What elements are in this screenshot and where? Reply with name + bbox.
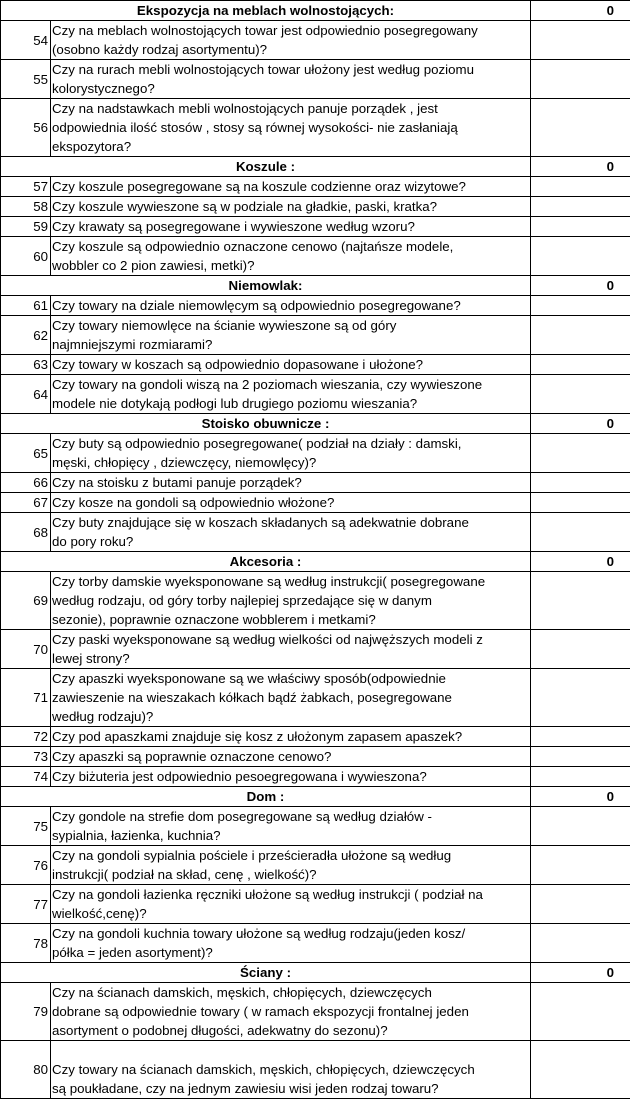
section-title: Koszule : xyxy=(1,157,531,177)
question-text-line: Czy towary w koszach są odpowiednio dopasowane i ułożone? xyxy=(52,355,528,374)
question-number: 57 xyxy=(1,177,51,197)
section-title: Stoisko obuwnicze : xyxy=(1,414,531,434)
question-text-line: są poukładane, czy na jednym zawiesiu wisi jeden rodzaj towaru? xyxy=(52,1079,528,1098)
question-row xyxy=(1,21,630,60)
section-header-row xyxy=(1,1,630,21)
answer-cell[interactable] xyxy=(531,572,630,630)
section-score: 0 xyxy=(531,1,630,21)
question-text-line: do pory roku? xyxy=(52,532,528,551)
question-text xyxy=(51,885,531,924)
question-text xyxy=(51,217,531,237)
section-header-row xyxy=(1,963,630,983)
question-number: 76 xyxy=(1,846,51,885)
answer-cell[interactable] xyxy=(531,177,630,197)
section-header-row xyxy=(1,157,630,177)
question-row xyxy=(1,217,630,237)
answer-cell[interactable] xyxy=(531,983,630,1041)
question-text-line: Czy buty znajdujące się w koszach składanych są adekwatnie dobrane xyxy=(52,513,528,532)
question-row xyxy=(1,197,630,217)
answer-cell[interactable] xyxy=(531,296,630,316)
question-number: 59 xyxy=(1,217,51,237)
question-text-line: Czy towary niemowlęce na ścianie wywieszone są od góry xyxy=(52,316,528,335)
question-text-line: Czy koszule wywieszone są w podziale na gładkie, paski, kratka? xyxy=(52,197,528,216)
question-number: 70 xyxy=(1,630,51,669)
question-text xyxy=(51,572,531,630)
question-text xyxy=(51,60,531,99)
answer-cell[interactable] xyxy=(531,747,630,767)
question-row xyxy=(1,355,630,375)
question-text-line: ekspozytora? xyxy=(52,137,528,156)
question-text-line: Czy towary na gondoli wiszą na 2 poziomach wieszania, czy wywieszone xyxy=(52,375,528,394)
answer-cell[interactable] xyxy=(531,767,630,787)
question-text xyxy=(51,1041,531,1099)
answer-cell[interactable] xyxy=(531,99,630,157)
question-number: 60 xyxy=(1,237,51,276)
question-text xyxy=(51,493,531,513)
question-text-line: półka = jeden asortyment)? xyxy=(52,943,528,962)
answer-cell[interactable] xyxy=(531,375,630,414)
question-text-line: sypialnia, łazienka, kuchnia? xyxy=(52,826,528,845)
section-title: Ściany : xyxy=(1,963,531,983)
question-row xyxy=(1,99,630,157)
question-number: 77 xyxy=(1,885,51,924)
section-header-row xyxy=(1,414,630,434)
question-text-line: wobbler co 2 pion zawiesi, metki)? xyxy=(52,256,528,275)
question-row xyxy=(1,807,630,846)
question-text-line: Czy na meblach wolnostojących towar jest odpowiednio posegregowany xyxy=(52,21,528,40)
answer-cell[interactable] xyxy=(531,21,630,60)
answer-cell[interactable] xyxy=(531,316,630,355)
question-number: 74 xyxy=(1,767,51,787)
question-text-line: zawieszenie na wieszakach kółkach bądź żabkach, posegregowane xyxy=(52,688,528,707)
answer-cell[interactable] xyxy=(531,669,630,727)
question-number: 68 xyxy=(1,513,51,552)
question-text xyxy=(51,630,531,669)
question-text xyxy=(51,473,531,493)
question-text-line: Czy na rurach mebli wolnostojących towar ułożony jest według poziomu xyxy=(52,60,528,79)
question-row xyxy=(1,846,630,885)
question-row xyxy=(1,493,630,513)
question-row xyxy=(1,375,630,414)
question-text xyxy=(51,197,531,217)
question-text-line: Czy gondole na strefie dom posegregowane są według działów - xyxy=(52,807,528,826)
question-row xyxy=(1,572,630,630)
question-text-line: wielkość,cenę)? xyxy=(52,904,528,923)
question-text xyxy=(51,669,531,727)
question-text xyxy=(51,375,531,414)
question-text-line: odpowiednia ilość stosów , stosy są równej wysokości- nie zasłaniają xyxy=(52,118,528,137)
question-text-line: (osobno każdy rodzaj asortymentu)? xyxy=(52,40,528,59)
question-number: 54 xyxy=(1,21,51,60)
question-text-line: według rodzaju)? xyxy=(52,707,528,726)
question-number: 55 xyxy=(1,60,51,99)
question-text xyxy=(51,767,531,787)
checklist-body xyxy=(1,1,630,1099)
section-score: 0 xyxy=(531,414,630,434)
question-text xyxy=(51,296,531,316)
question-text-line: Czy apaszki są poprawnie oznaczone cenowo? xyxy=(52,747,528,766)
question-text-line: Czy kosze na gondoli są odpowiednio włożone? xyxy=(52,493,528,512)
question-row xyxy=(1,60,630,99)
question-text xyxy=(51,807,531,846)
answer-cell[interactable] xyxy=(531,1041,630,1099)
question-text-line: Czy paski wyeksponowane są według wielkości od najwęższych modeli z xyxy=(52,630,528,649)
answer-cell[interactable] xyxy=(531,885,630,924)
question-text-line: Czy koszule są odpowiednio oznaczone cenowo (najtańsze modele, xyxy=(52,237,528,256)
question-row xyxy=(1,727,630,747)
question-text-line: Czy koszule posegregowane są na koszule codzienne oraz wizytowe? xyxy=(52,177,528,196)
question-text xyxy=(51,983,531,1041)
question-row xyxy=(1,434,630,473)
question-text xyxy=(51,727,531,747)
question-text-line: Czy na gondoli kuchnia towary ułożone są według rodzaju(jeden kosz/ xyxy=(52,924,528,943)
question-number: 80 xyxy=(1,1041,51,1099)
question-text-line: Czy na stoisku z butami panuje porządek? xyxy=(52,473,528,492)
answer-cell[interactable] xyxy=(531,924,630,963)
section-title: Ekspozycja na meblach wolnostojących: xyxy=(1,1,531,21)
question-number: 78 xyxy=(1,924,51,963)
question-number: 65 xyxy=(1,434,51,473)
question-row xyxy=(1,237,630,276)
question-text xyxy=(51,316,531,355)
answer-cell[interactable] xyxy=(531,493,630,513)
question-number: 63 xyxy=(1,355,51,375)
question-number: 56 xyxy=(1,99,51,157)
question-text-line: Czy krawaty są posegregowane i wywieszone według wzoru? xyxy=(52,217,528,236)
question-text xyxy=(51,99,531,157)
question-row xyxy=(1,473,630,493)
question-text-line: Czy na ścianach damskich, męskich, chłopięcych, dziewczęcych xyxy=(52,983,528,1002)
answer-cell[interactable] xyxy=(531,434,630,473)
question-row xyxy=(1,747,630,767)
answer-cell[interactable] xyxy=(531,197,630,217)
question-row xyxy=(1,316,630,355)
question-number: 75 xyxy=(1,807,51,846)
answer-cell[interactable] xyxy=(531,473,630,493)
question-text-line: Czy na gondoli łazienka ręczniki ułożone są według instrukcji ( podział na xyxy=(52,885,528,904)
section-header-row xyxy=(1,787,630,807)
question-row xyxy=(1,885,630,924)
question-number: 66 xyxy=(1,473,51,493)
question-text xyxy=(51,237,531,276)
section-score: 0 xyxy=(531,276,630,296)
question-text-line: najmniejszymi rozmiarami? xyxy=(52,335,528,354)
question-row xyxy=(1,296,630,316)
question-text-line: Czy torby damskie wyeksponowane są według instrukcji( posegregowane xyxy=(52,572,528,591)
question-text-line: Czy apaszki wyeksponowane są we właściwy sposób(odpowiednie xyxy=(52,669,528,688)
question-number: 58 xyxy=(1,197,51,217)
question-text-line: Czy pod apaszkami znajduje się kosz z ułożonym zapasem apaszek? xyxy=(52,727,528,746)
question-text-line: według rodzaju, od góry torby najlepiej sprzedające się w danym xyxy=(52,591,528,610)
question-text-line: dobrane są odpowiednie towary ( w ramach ekspozycji frontalnej jeden xyxy=(52,1002,528,1021)
section-header-row xyxy=(1,552,630,572)
question-text-line: Czy towary na ścianach damskich, męskich, chłopięcych, dziewczęcych xyxy=(52,1060,528,1079)
answer-cell[interactable] xyxy=(531,846,630,885)
section-score: 0 xyxy=(531,157,630,177)
question-text xyxy=(51,513,531,552)
question-text-line: Czy towary na dziale niemowlęcym są odpowiednio posegregowane? xyxy=(52,296,528,315)
question-text-line: męski, chłopięcy , dziewczęcy, niemowlęcy)? xyxy=(52,453,528,472)
section-title: Akcesoria : xyxy=(1,552,531,572)
question-row xyxy=(1,630,630,669)
answer-cell[interactable] xyxy=(531,630,630,669)
question-text-line: Czy buty są odpowiednio posegregowane( podział na działy : damski, xyxy=(52,434,528,453)
section-score: 0 xyxy=(531,963,630,983)
answer-cell[interactable] xyxy=(531,60,630,99)
answer-cell[interactable] xyxy=(531,217,630,237)
question-text xyxy=(51,355,531,375)
question-number: 62 xyxy=(1,316,51,355)
question-number: 64 xyxy=(1,375,51,414)
question-text xyxy=(51,747,531,767)
question-row xyxy=(1,669,630,727)
section-title: Dom : xyxy=(1,787,531,807)
question-row xyxy=(1,983,630,1041)
question-text xyxy=(51,434,531,473)
question-text xyxy=(51,846,531,885)
question-number: 72 xyxy=(1,727,51,747)
question-number: 67 xyxy=(1,493,51,513)
question-number: 69 xyxy=(1,572,51,630)
question-text-line: kolorystycznego? xyxy=(52,79,528,98)
question-text-line: Czy na nadstawkach mebli wolnostojących panuje porządek , jest xyxy=(52,99,528,118)
question-text-line: sezonie), poprawnie oznaczone wobblerem i metkami? xyxy=(52,610,528,629)
question-number: 61 xyxy=(1,296,51,316)
section-score: 0 xyxy=(531,552,630,572)
question-row xyxy=(1,177,630,197)
question-row xyxy=(1,1041,630,1099)
answer-cell[interactable] xyxy=(531,807,630,846)
question-row xyxy=(1,924,630,963)
question-text-line: modele nie dotykają podłogi lub drugiego poziomu wieszania? xyxy=(52,394,528,413)
answer-cell[interactable] xyxy=(531,513,630,552)
question-row xyxy=(1,513,630,552)
question-text xyxy=(51,177,531,197)
question-row xyxy=(1,767,630,787)
question-text-line xyxy=(52,1041,528,1060)
question-text-line: instrukcji( podział na skład, cenę , wielkość)? xyxy=(52,865,528,884)
question-text-line: Czy biżuteria jest odpowiednio pesoegregowana i wywieszona? xyxy=(52,767,528,786)
question-number: 71 xyxy=(1,669,51,727)
answer-cell[interactable] xyxy=(531,355,630,375)
answer-cell[interactable] xyxy=(531,727,630,747)
answer-cell[interactable] xyxy=(531,237,630,276)
question-text xyxy=(51,924,531,963)
question-number: 73 xyxy=(1,747,51,767)
section-title: Niemowlak: xyxy=(1,276,531,296)
section-header-row xyxy=(1,276,630,296)
question-text-line: asortyment o podobnej długości, adekwatny do sezonu)? xyxy=(52,1021,528,1040)
question-number: 79 xyxy=(1,983,51,1041)
question-text-line: lewej strony? xyxy=(52,649,528,668)
section-score: 0 xyxy=(531,787,630,807)
question-text xyxy=(51,21,531,60)
question-text-line: Czy na gondoli sypialnia pościele i prześcieradła ułożone są według xyxy=(52,846,528,865)
